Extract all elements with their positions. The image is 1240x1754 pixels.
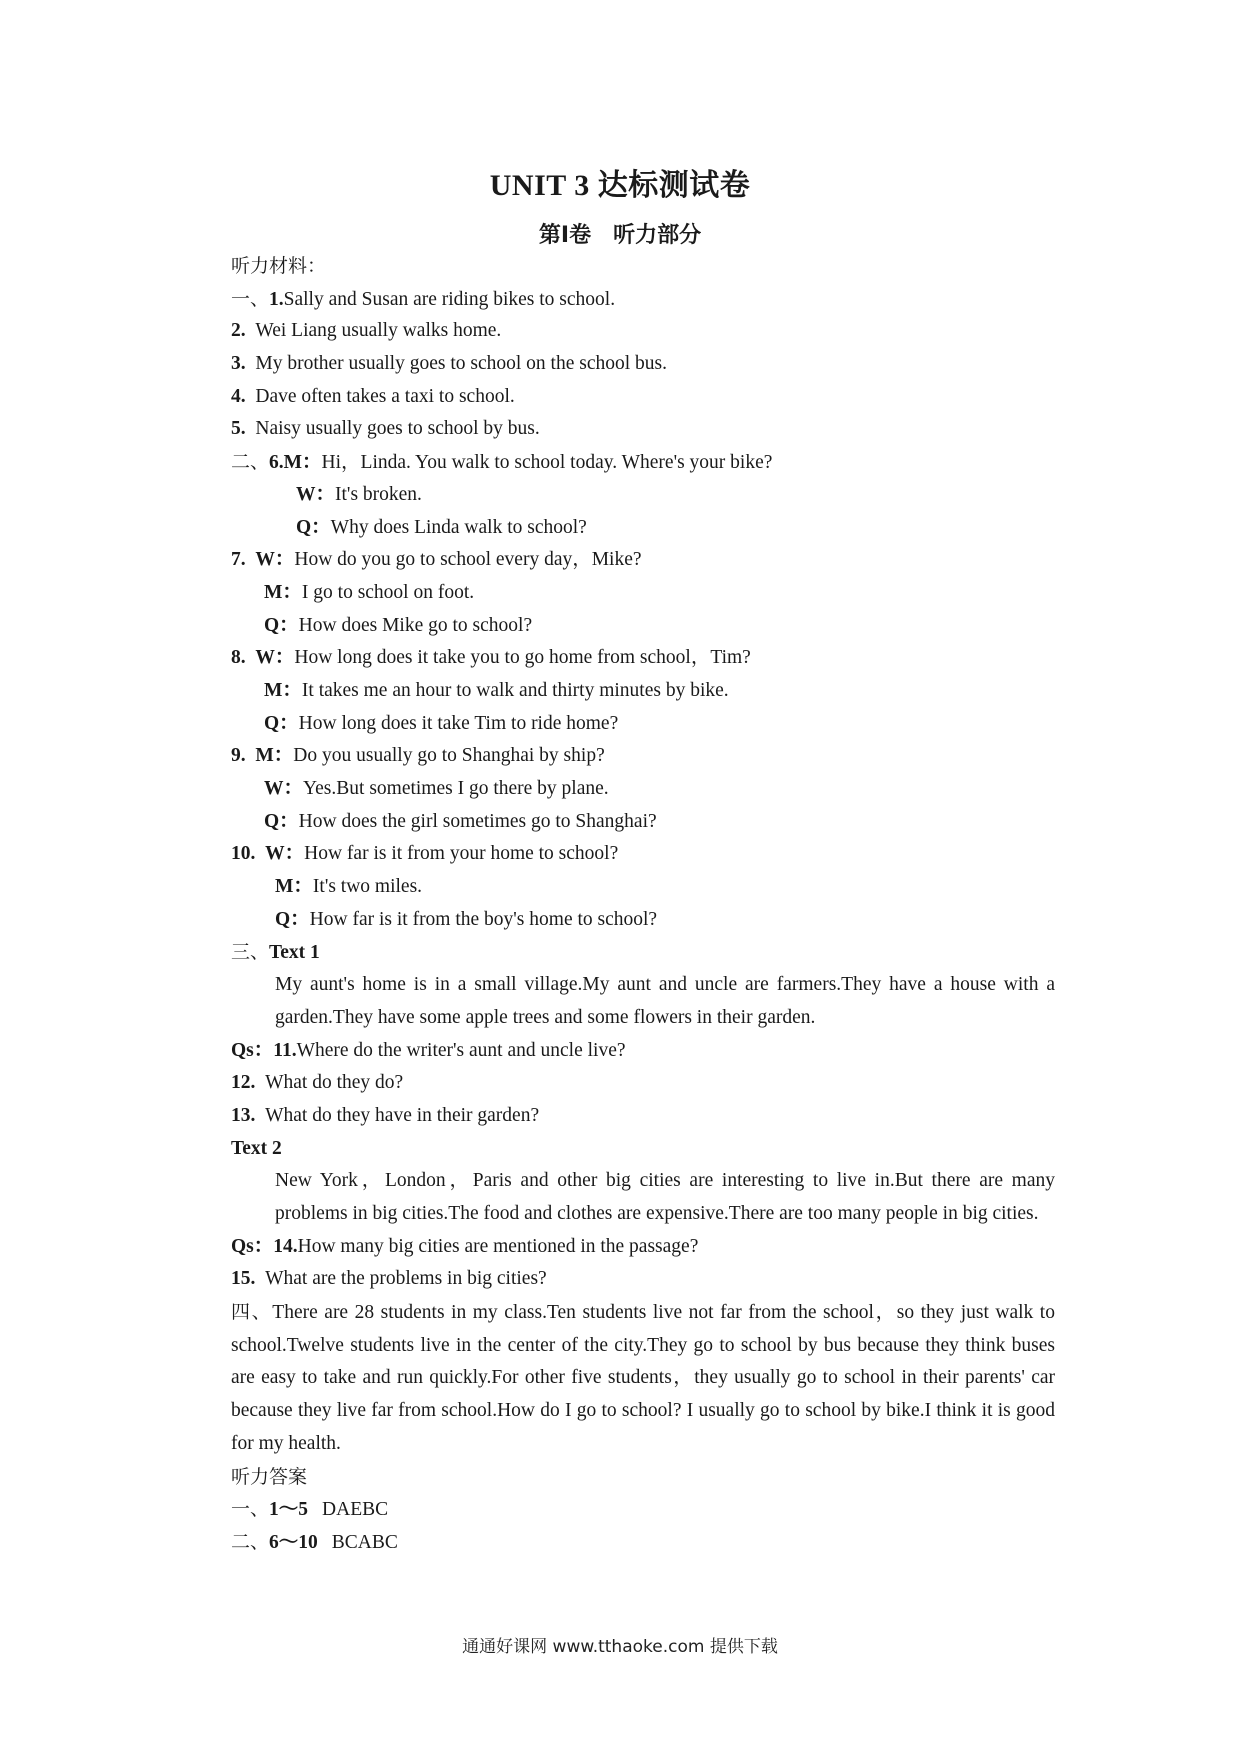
dialogue-line: 8. W：How long does it take you to go home from school，Tim? xyxy=(231,647,751,669)
dialogue-line: M：It's two miles. xyxy=(275,876,423,898)
list-item: 3. My brother usually goes to school on the school bus. xyxy=(231,353,667,375)
dialogue-line: W：It's broken. xyxy=(296,483,422,505)
dialogue-line: Q：How does the girl sometimes go to Shanghai? xyxy=(264,810,657,832)
dialogue-line: Q：Why does Linda walk to school? xyxy=(296,516,587,538)
question-line: 13. What do they have in their garden? xyxy=(231,1104,540,1126)
dialogue-line: Q：How long does it take Tim to ride home? xyxy=(264,712,619,734)
subtitle-part: 第Ⅰ卷 xyxy=(538,223,592,248)
subtitle-name: 听力部分 xyxy=(613,223,702,248)
dialogue-line: 7. W：How do you go to school every day，Mike? xyxy=(231,549,642,571)
list-item: 一、1.Sally and Susan are riding bikes to school. xyxy=(231,287,616,310)
dialogue-line: W：Yes.But sometimes I go there by plane. xyxy=(264,778,609,799)
dialogue-line: M：I go to school on foot. xyxy=(264,581,475,603)
question-line: 12. What do they do? xyxy=(231,1072,404,1094)
dialogue-line: 二、6.M：Hi，Linda. You walk to school today. Where's your bike? xyxy=(231,451,773,474)
dialogue-line: 9. M：Do you usually go to Shanghai by ship? xyxy=(231,745,605,767)
dialogue-line: Q：How far is it from the boy's home to school? xyxy=(275,908,658,930)
answers-heading: 听力答案 xyxy=(231,1465,308,1488)
dialogue-line: M：It takes me an hour to walk and thirty minutes by bike. xyxy=(264,679,729,701)
text1-paragraph: My aunt's home is in a small village.My aunt and uncle are farmers.They have a house with a garden.They have some apple trees and some flowers in their garden. xyxy=(275,974,1055,1028)
answer-row: 一、1～5 DAEBC xyxy=(231,1498,389,1521)
list-item: 4. Dave often takes a taxi to school. xyxy=(231,385,515,407)
question-line: Qs：14.How many big cities are mentioned in the passage? xyxy=(231,1235,699,1257)
dialogue-line: 10. W：How far is it from your home to school? xyxy=(231,843,619,865)
section-subtitle xyxy=(0,218,1240,249)
question-line: Qs：11.Where do the writer's aunt and uncle live? xyxy=(231,1039,626,1061)
question-line: 15. What are the problems in big cities? xyxy=(231,1268,547,1290)
part4-paragraph: 四、There are 28 students in my class.Ten students live not far from the school，so they just walk to school.Twelve students live in the center of the city.They go to school by bus because they think buses are easy to take and run quickly.For other five students，they usually go to school in their parents' car because they live far from school.How do I go to school? I usually go to school by bike.I think it is good for my health. xyxy=(231,1301,1055,1454)
text-label: 三、Text 1 xyxy=(231,941,320,964)
text-label: Text 2 xyxy=(231,1137,282,1159)
list-item: 2. Wei Liang usually walks home. xyxy=(231,320,502,342)
listening-content xyxy=(231,250,1055,1559)
dialogue-line: Q：How does Mike go to school? xyxy=(264,614,533,636)
text2-paragraph: New York，London，Paris and other big cities are interesting to live in.But there are many problems in big cities.The food and clothes are expensive.There are too many people in big cities. xyxy=(275,1170,1055,1224)
page-title: UNIT 3 达标测试卷 xyxy=(489,169,751,202)
materials-heading: 听力材料： xyxy=(231,255,327,277)
page-footer: 通通好课网 www.tthaoke.com 提供下载 xyxy=(462,1637,778,1657)
answer-row: 二、6～10 BCABC xyxy=(231,1530,398,1553)
list-item: 5. Naisy usually goes to school by bus. xyxy=(231,418,540,440)
